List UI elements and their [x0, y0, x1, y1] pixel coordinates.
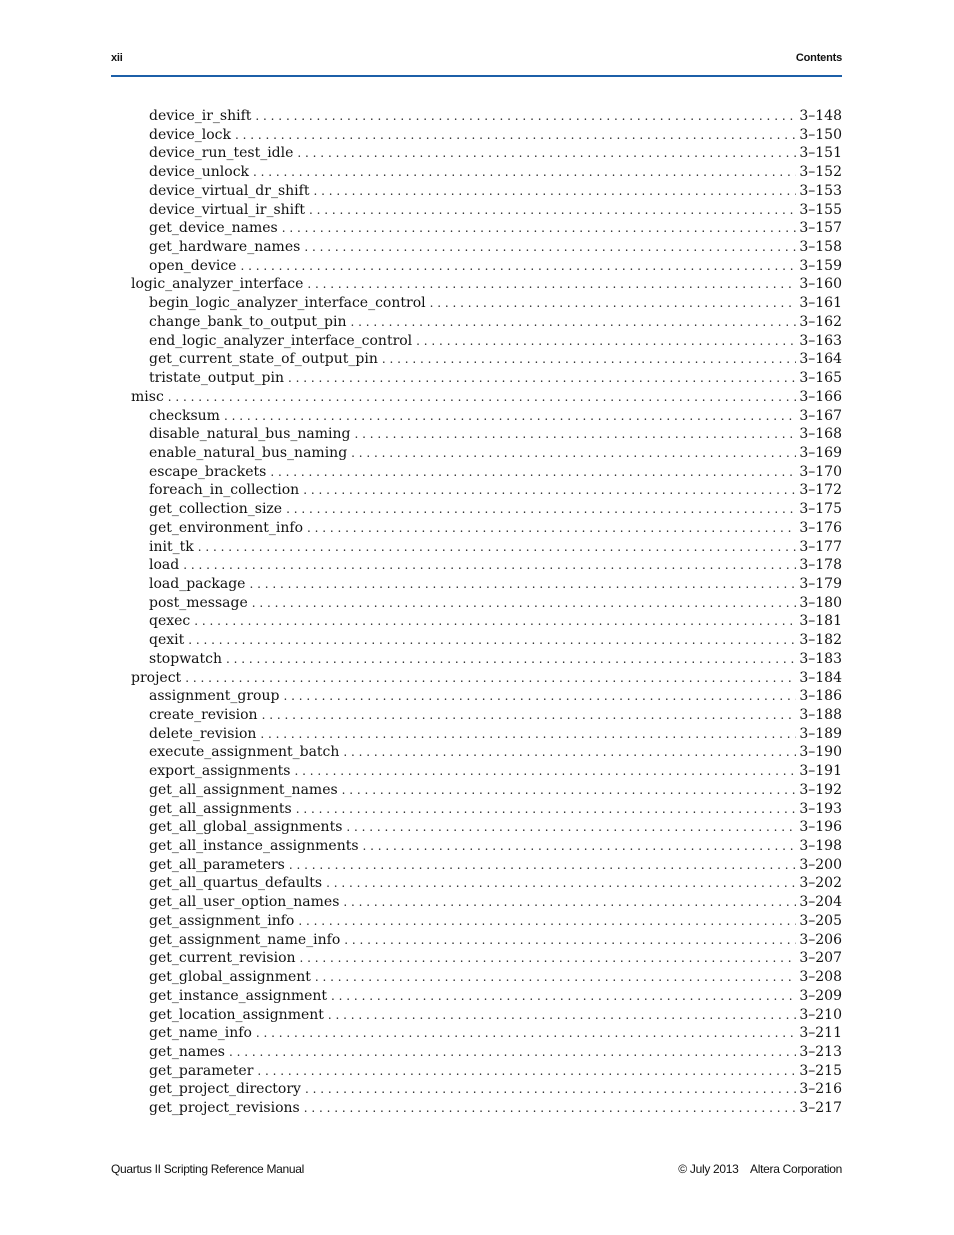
- toc-entry-name: end_logic_analyzer_interface_control: [149, 332, 416, 351]
- toc-entry[interactable]: [131, 332, 842, 351]
- toc-entry[interactable]: [131, 1024, 842, 1043]
- toc-entry-page: 3–148: [796, 107, 842, 126]
- toc-entry[interactable]: [131, 594, 842, 613]
- toc-entry-page: 3–151: [796, 144, 842, 163]
- toc-entry-name: get_all_global_assignments: [149, 818, 346, 837]
- dot-leader: [188, 631, 796, 650]
- toc-entry[interactable]: [131, 107, 842, 126]
- dot-leader: [304, 238, 796, 257]
- toc-entry-name: get_assignment_info: [149, 912, 298, 931]
- dot-leader: [255, 107, 796, 126]
- dot-leader: [342, 781, 797, 800]
- toc-entry[interactable]: [131, 762, 842, 781]
- toc-entry-page: 3–176: [796, 519, 842, 538]
- toc-entry-page: 3–216: [796, 1080, 842, 1099]
- toc-entry[interactable]: [131, 800, 842, 819]
- toc-entry[interactable]: [131, 163, 842, 182]
- dot-leader: [305, 1080, 796, 1099]
- toc-entry[interactable]: [131, 837, 842, 856]
- toc-entry-page: 3–153: [796, 182, 842, 201]
- toc-entry-page: 3–189: [796, 725, 842, 744]
- toc-entry-page: 3–157: [796, 219, 842, 238]
- toc-entry[interactable]: [131, 650, 842, 669]
- toc-entry-name: get_all_quartus_defaults: [149, 874, 326, 893]
- dot-leader: [235, 126, 796, 145]
- dot-leader: [344, 931, 796, 950]
- dot-leader: [198, 538, 797, 557]
- section-title: Contents: [795, 52, 842, 64]
- toc-entry-name: open_device: [149, 257, 240, 276]
- page-number: xii: [111, 52, 123, 64]
- dot-leader: [354, 425, 796, 444]
- dot-leader: [224, 407, 796, 426]
- toc-entry[interactable]: [131, 781, 842, 800]
- toc-entry-name: get_global_assignment: [149, 968, 315, 987]
- toc-entry[interactable]: [131, 1099, 842, 1118]
- dot-leader: [168, 388, 797, 407]
- toc-entry-page: 3–200: [796, 856, 842, 875]
- toc-entry-page: 3–163: [796, 332, 842, 351]
- toc-entry-page: 3–164: [796, 350, 842, 369]
- dot-leader: [226, 650, 796, 669]
- toc-entry[interactable]: [131, 313, 842, 332]
- dot-leader: [294, 762, 796, 781]
- toc-entry[interactable]: [131, 949, 842, 968]
- toc-entry-name: begin_logic_analyzer_interface_control: [149, 294, 430, 313]
- toc-entry-name: assignment_group: [149, 687, 283, 706]
- toc-entry-name: get_current_revision: [149, 949, 300, 968]
- toc-entry[interactable]: [131, 706, 842, 725]
- toc-entry[interactable]: [131, 912, 842, 931]
- toc-entry-page: 3–161: [796, 294, 842, 313]
- toc-entry-page: 3–206: [796, 931, 842, 950]
- dot-leader: [328, 1006, 796, 1025]
- toc-entry-page: 3–168: [796, 425, 842, 444]
- toc-entry-page: 3–211: [796, 1024, 842, 1043]
- dot-leader: [326, 874, 796, 893]
- toc-entry[interactable]: [131, 257, 842, 276]
- toc-entry-page: 3–167: [796, 407, 842, 426]
- toc-entry-page: 3–175: [796, 500, 842, 519]
- toc-entry-name: load_package: [149, 575, 249, 594]
- toc-entry[interactable]: [131, 1006, 842, 1025]
- toc-entry-name: get_location_assignment: [149, 1006, 328, 1025]
- toc-entry-page: 3–186: [796, 687, 842, 706]
- dot-leader: [194, 612, 796, 631]
- toc-entry[interactable]: [131, 481, 842, 500]
- toc-entry-name: create_revision: [149, 706, 262, 725]
- toc-entry[interactable]: [131, 874, 842, 893]
- dot-leader: [309, 201, 796, 220]
- dot-leader: [346, 818, 796, 837]
- toc-entry[interactable]: [131, 500, 842, 519]
- toc-entry[interactable]: [131, 182, 842, 201]
- toc-entry-name: qexit: [149, 631, 188, 650]
- toc-entry-page: 3–207: [796, 949, 842, 968]
- toc-entry-page: 3–170: [796, 463, 842, 482]
- toc-entry-name: tristate_output_pin: [149, 369, 288, 388]
- dot-leader: [430, 294, 797, 313]
- dot-leader: [298, 912, 796, 931]
- toc-entry-page: 3–208: [796, 968, 842, 987]
- page-footer: [111, 1162, 842, 1178]
- toc-entry-name: foreach_in_collection: [149, 481, 303, 500]
- toc-entry-name: init_tk: [149, 538, 198, 557]
- dot-leader: [297, 144, 796, 163]
- toc-entry-page: 3–192: [796, 781, 842, 800]
- toc-entry[interactable]: [131, 144, 842, 163]
- toc-entry-name: device_unlock: [149, 163, 253, 182]
- toc-entry-page: 3–202: [796, 874, 842, 893]
- toc-entry-name: get_device_names: [149, 219, 282, 238]
- dot-leader: [300, 949, 797, 968]
- toc-entry[interactable]: [131, 275, 842, 294]
- dot-leader: [313, 182, 796, 201]
- toc-entry-page: 3–162: [796, 313, 842, 332]
- dot-leader: [363, 837, 797, 856]
- toc-entry-page: 3–180: [796, 594, 842, 613]
- dot-leader: [289, 856, 796, 875]
- toc-entry-name: get_project_directory: [149, 1080, 305, 1099]
- toc-entry[interactable]: [131, 388, 842, 407]
- toc-entry-page: 3–213: [796, 1043, 842, 1062]
- toc-entry[interactable]: [131, 968, 842, 987]
- toc-entry-name: get_name_info: [149, 1024, 256, 1043]
- toc-entry-name: device_virtual_dr_shift: [149, 182, 313, 201]
- toc-entry-name: get_all_parameters: [149, 856, 289, 875]
- toc-entry[interactable]: [131, 1043, 842, 1062]
- toc-entry-name: get_project_revisions: [149, 1099, 304, 1118]
- toc-entry-name: device_run_test_idle: [149, 144, 297, 163]
- dot-leader: [253, 163, 796, 182]
- toc-entry[interactable]: [131, 463, 842, 482]
- toc-entry-page: 3–204: [796, 893, 842, 912]
- toc-entry-name: get_all_instance_assignments: [149, 837, 363, 856]
- toc-entry-page: 3–178: [796, 556, 842, 575]
- toc-entry[interactable]: [131, 519, 842, 538]
- dot-leader: [185, 669, 796, 688]
- toc-entry[interactable]: [131, 856, 842, 875]
- toc-entry-page: 3–198: [796, 837, 842, 856]
- toc-entry-name: get_current_state_of_output_pin: [149, 350, 382, 369]
- toc-entry[interactable]: [131, 538, 842, 557]
- dot-leader: [331, 987, 796, 1006]
- toc-entry[interactable]: [131, 294, 842, 313]
- dot-leader: [382, 350, 797, 369]
- manual-title: Quartus II Scripting Reference Manual: [111, 1162, 305, 1176]
- toc-entry-name: escape_brackets: [149, 463, 270, 482]
- copyright-notice: © July 2013 Altera Corporation: [678, 1162, 842, 1176]
- toc-entry[interactable]: [131, 818, 842, 837]
- toc-entry-name: load: [149, 556, 183, 575]
- toc-entry-name: get_all_user_option_names: [149, 893, 343, 912]
- toc-entry-page: 3–209: [796, 987, 842, 1006]
- toc-entry-name: stopwatch: [149, 650, 226, 669]
- toc-entry-name: post_message: [149, 594, 252, 613]
- table-of-contents: [131, 107, 842, 1118]
- toc-entry-page: 3–160: [796, 275, 842, 294]
- toc-entry[interactable]: [131, 425, 842, 444]
- dot-leader: [262, 706, 797, 725]
- dot-leader: [282, 219, 797, 238]
- toc-entry[interactable]: [131, 575, 842, 594]
- toc-entry-name: checksum: [149, 407, 224, 426]
- toc-entry[interactable]: [131, 743, 842, 762]
- toc-entry-page: 3–193: [796, 800, 842, 819]
- toc-entry[interactable]: [131, 238, 842, 257]
- dot-leader: [286, 500, 796, 519]
- toc-entry-name: device_ir_shift: [149, 107, 255, 126]
- toc-entry-page: 3–191: [796, 762, 842, 781]
- toc-entry[interactable]: [131, 201, 842, 220]
- toc-entry-name: get_instance_assignment: [149, 987, 331, 1006]
- toc-entry-name: logic_analyzer_interface: [131, 275, 307, 294]
- toc-entry-name: change_bank_to_output_pin: [149, 313, 350, 332]
- dot-leader: [343, 893, 796, 912]
- toc-entry-page: 3–179: [796, 575, 842, 594]
- dot-leader: [270, 463, 796, 482]
- toc-entry-page: 3–172: [796, 481, 842, 500]
- toc-entry-page: 3–181: [796, 612, 842, 631]
- toc-entry-page: 3–177: [796, 538, 842, 557]
- toc-entry[interactable]: [131, 725, 842, 744]
- toc-entry[interactable]: [131, 893, 842, 912]
- toc-entry-name: get_assignment_name_info: [149, 931, 344, 950]
- toc-entry[interactable]: [131, 631, 842, 650]
- dot-leader: [257, 1062, 796, 1081]
- dot-leader: [343, 743, 796, 762]
- toc-entry[interactable]: [131, 350, 842, 369]
- header-rule: [111, 75, 842, 77]
- dot-leader: [351, 444, 796, 463]
- toc-entry-name: get_all_assignments: [149, 800, 296, 819]
- toc-entry[interactable]: [131, 931, 842, 950]
- toc-entry-page: 3–152: [796, 163, 842, 182]
- toc-entry[interactable]: [131, 219, 842, 238]
- dot-leader: [315, 968, 796, 987]
- dot-leader: [252, 594, 797, 613]
- dot-leader: [350, 313, 796, 332]
- toc-entry-name: get_collection_size: [149, 500, 286, 519]
- dot-leader: [240, 257, 796, 276]
- toc-entry-page: 3–184: [796, 669, 842, 688]
- toc-entry-name: misc: [131, 388, 168, 407]
- toc-entry-name: project: [131, 669, 185, 688]
- dot-leader: [183, 556, 796, 575]
- dot-leader: [307, 275, 796, 294]
- toc-entry-page: 3–155: [796, 201, 842, 220]
- toc-entry-page: 3–150: [796, 126, 842, 145]
- toc-entry-name: get_parameter: [149, 1062, 257, 1081]
- page-header: [111, 52, 842, 69]
- toc-entry-page: 3–159: [796, 257, 842, 276]
- toc-entry[interactable]: [131, 444, 842, 463]
- dot-leader: [416, 332, 796, 351]
- toc-entry[interactable]: [131, 687, 842, 706]
- toc-entry-name: enable_natural_bus_naming: [149, 444, 351, 463]
- dot-leader: [256, 1024, 796, 1043]
- toc-entry-page: 3–196: [796, 818, 842, 837]
- toc-entry-name: get_environment_info: [149, 519, 307, 538]
- toc-entry-page: 3–215: [796, 1062, 842, 1081]
- dot-leader: [229, 1043, 796, 1062]
- toc-entry-name: export_assignments: [149, 762, 294, 781]
- dot-leader: [283, 687, 796, 706]
- toc-entry-name: get_all_assignment_names: [149, 781, 342, 800]
- toc-entry-page: 3–205: [796, 912, 842, 931]
- toc-entry-name: get_hardware_names: [149, 238, 304, 257]
- toc-entry[interactable]: [131, 987, 842, 1006]
- toc-entry-name: execute_assignment_batch: [149, 743, 343, 762]
- toc-entry-page: 3–217: [796, 1099, 842, 1118]
- toc-entry-name: disable_natural_bus_naming: [149, 425, 354, 444]
- toc-entry-page: 3–169: [796, 444, 842, 463]
- toc-entry-page: 3–210: [796, 1006, 842, 1025]
- dot-leader: [249, 575, 796, 594]
- toc-entry[interactable]: [131, 369, 842, 388]
- toc-entry-name: device_virtual_ir_shift: [149, 201, 309, 220]
- toc-entry-name: qexec: [149, 612, 194, 631]
- toc-entry[interactable]: [131, 1080, 842, 1099]
- toc-entry[interactable]: [131, 1062, 842, 1081]
- dot-leader: [303, 481, 796, 500]
- toc-entry-page: 3–166: [796, 388, 842, 407]
- toc-entry-page: 3–188: [796, 706, 842, 725]
- toc-entry-name: get_names: [149, 1043, 229, 1062]
- dot-leader: [307, 519, 796, 538]
- toc-entry-page: 3–182: [796, 631, 842, 650]
- toc-entry-name: delete_revision: [149, 725, 260, 744]
- toc-entry-name: device_lock: [149, 126, 235, 145]
- toc-entry-page: 3–190: [796, 743, 842, 762]
- toc-entry[interactable]: [131, 669, 842, 688]
- toc-entry[interactable]: [131, 126, 842, 145]
- toc-entry-page: 3–165: [796, 369, 842, 388]
- dot-leader: [296, 800, 797, 819]
- toc-entry-page: 3–158: [796, 238, 842, 257]
- dot-leader: [260, 725, 796, 744]
- dot-leader: [304, 1099, 797, 1118]
- toc-entry[interactable]: [131, 556, 842, 575]
- toc-entry[interactable]: [131, 612, 842, 631]
- toc-entry-page: 3–183: [796, 650, 842, 669]
- dot-leader: [288, 369, 796, 388]
- toc-entry[interactable]: [131, 407, 842, 426]
